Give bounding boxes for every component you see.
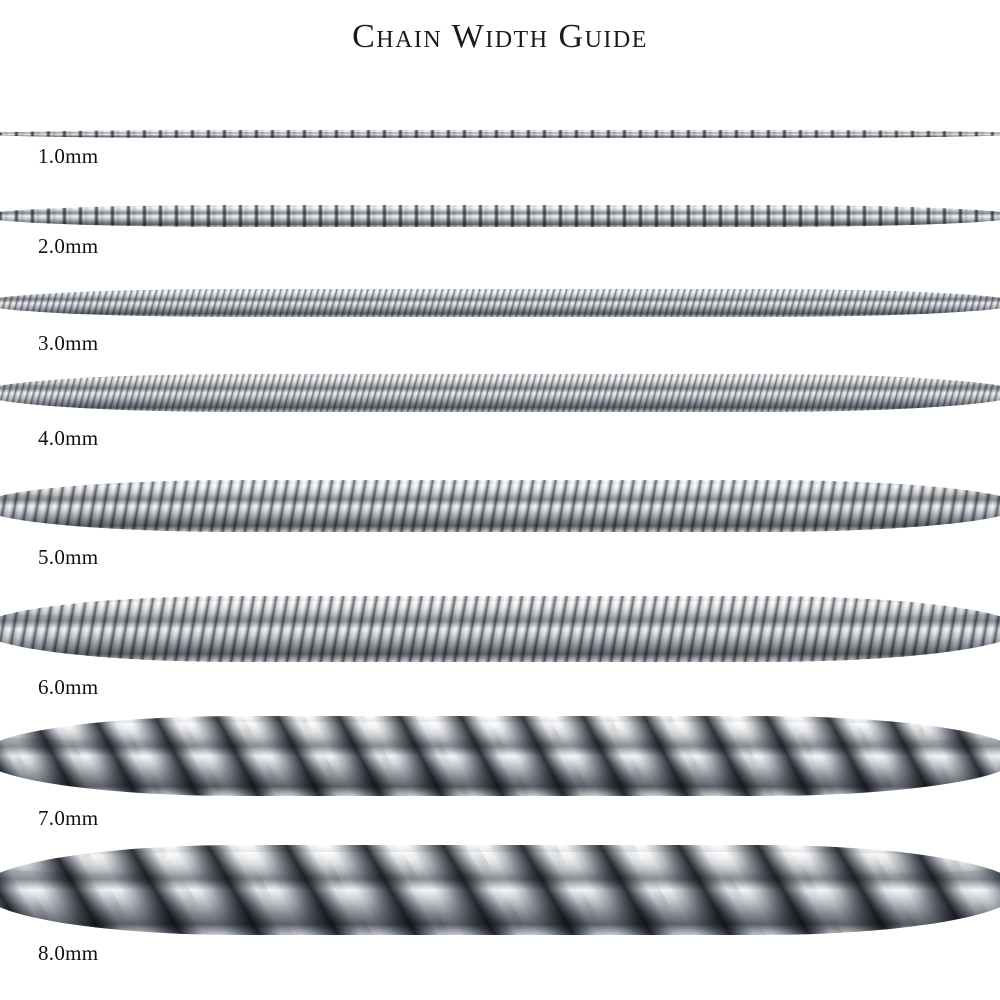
chain-gloss (0, 484, 1000, 498)
page-title: Chain Width Guide (352, 18, 648, 55)
chain-label-8-0mm: 8.0mm (38, 941, 99, 965)
chain-swatch-7-0mm (0, 716, 1000, 796)
chain-gloss (0, 722, 1000, 743)
chain-label-5-0mm: 5.0mm (38, 545, 99, 569)
chain-swatch-8-0mm (0, 845, 1000, 935)
chain-gloss (0, 601, 1000, 618)
chain-swatch-3-0mm (0, 289, 1000, 317)
chain-label-1-0mm: 1.0mm (38, 144, 99, 168)
chain-gloss (0, 131, 1000, 133)
chain-swatch-5-0mm (0, 480, 1000, 532)
chain-gloss (0, 207, 1000, 213)
chain-label-7-0mm: 7.0mm (38, 806, 99, 830)
chain-swatch-4-0mm (0, 374, 1000, 412)
chain-gloss (0, 291, 1000, 298)
chain-gloss (0, 377, 1000, 387)
chain-label-4-0mm: 4.0mm (38, 426, 99, 450)
chain-swatch-6-0mm (0, 596, 1000, 662)
chain-swatch-1-0mm (0, 130, 1000, 138)
chain-gloss (0, 852, 1000, 875)
chain-label-3-0mm: 3.0mm (38, 331, 99, 355)
chain-label-6-0mm: 6.0mm (38, 675, 99, 699)
chain-swatch-2-0mm (0, 205, 1000, 227)
chain-label-2-0mm: 2.0mm (38, 234, 99, 258)
